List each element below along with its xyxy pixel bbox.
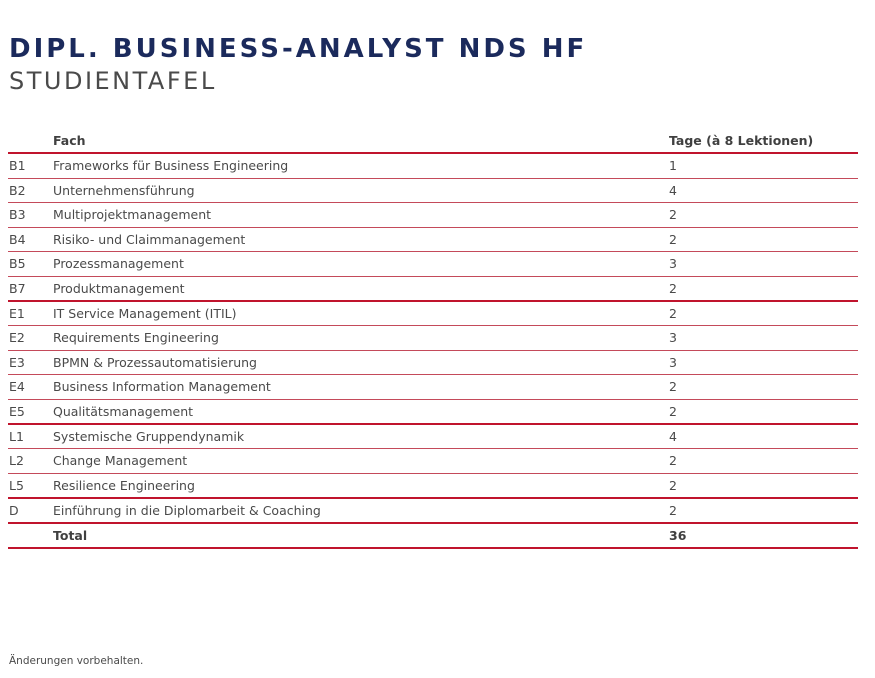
table-row <box>8 252 858 277</box>
row-subject: Requirements Engineering <box>53 330 219 345</box>
row-days: 3 <box>669 354 677 370</box>
row-days: 4 <box>669 182 677 198</box>
table-header <box>8 129 858 154</box>
row-code: L1 <box>9 428 24 444</box>
row-code: E5 <box>9 403 25 419</box>
row-days: 2 <box>669 453 677 468</box>
row-subject: Produktmanagement <box>53 280 185 296</box>
row-code: E4 <box>9 379 25 394</box>
row-subject: Systemische Gruppendynamik <box>53 428 245 444</box>
row-code: D <box>9 502 19 518</box>
row-code: B5 <box>9 256 26 271</box>
table-row <box>8 425 858 450</box>
row-days: 2 <box>669 207 677 222</box>
table-row <box>8 203 858 228</box>
row-subject: BPMN & Prozessautomatisierung <box>53 354 257 370</box>
row-subject: Qualitätsmanagement <box>53 403 194 419</box>
table-row <box>8 375 858 400</box>
table-row <box>8 179 858 204</box>
table-row <box>8 277 858 302</box>
row-subject: Einführung in die Diplomarbeit & Coaching <box>53 502 321 518</box>
table-row <box>8 351 858 376</box>
row-code: B1 <box>9 158 26 173</box>
row-code: B3 <box>9 207 26 222</box>
study-table <box>8 129 858 549</box>
row-subject: Prozessmanagement <box>53 256 184 271</box>
row-days: 2 <box>669 231 677 247</box>
row-days: 2 <box>669 502 677 518</box>
row-days: 3 <box>669 256 677 271</box>
row-subject: Risiko- und Claimmanagement <box>53 231 246 247</box>
row-code: B2 <box>9 182 26 198</box>
table-row <box>8 449 858 474</box>
table-row <box>8 228 858 253</box>
row-days: 2 <box>669 280 677 296</box>
row-subject: Frameworks für Business Engineering <box>53 158 289 173</box>
row-days: 1 <box>669 158 677 173</box>
row-code: E2 <box>9 330 25 345</box>
page-title: DIPL. BUSINESS-ANALYST NDS HF <box>9 34 588 64</box>
row-subject: Unternehmensführung <box>53 182 195 198</box>
row-subject: Multiprojektmanagement <box>53 207 212 222</box>
total-days: 36 <box>669 527 687 543</box>
row-days: 2 <box>669 379 677 394</box>
row-code: B7 <box>9 280 26 296</box>
table-total-row <box>8 524 858 549</box>
footer-note: Änderungen vorbehalten. <box>9 655 144 667</box>
row-code: B4 <box>9 231 26 247</box>
table-row <box>8 154 858 179</box>
row-subject: Change Management <box>53 453 188 468</box>
row-days: 2 <box>669 477 677 493</box>
page-subtitle: STUDIENTAFEL <box>9 67 217 95</box>
row-days: 4 <box>669 428 677 444</box>
table-row <box>8 326 858 351</box>
row-code: E1 <box>9 305 25 321</box>
row-days: 3 <box>669 330 677 345</box>
row-code: L5 <box>9 477 24 493</box>
row-code: E3 <box>9 354 25 370</box>
row-days: 2 <box>669 305 677 321</box>
total-label: Total <box>53 527 88 543</box>
row-days: 2 <box>669 403 677 419</box>
column-header-days: Tage (à 8 Lektionen) <box>669 133 814 148</box>
row-subject: Business Information Management <box>53 379 271 394</box>
table-row <box>8 499 858 524</box>
table-row <box>8 400 858 425</box>
row-subject: IT Service Management (ITIL) <box>53 305 237 321</box>
row-subject: Resilience Engineering <box>53 477 195 493</box>
table-row <box>8 302 858 327</box>
row-code: L2 <box>9 453 24 468</box>
column-header-subject: Fach <box>53 133 86 148</box>
table-row <box>8 474 858 499</box>
